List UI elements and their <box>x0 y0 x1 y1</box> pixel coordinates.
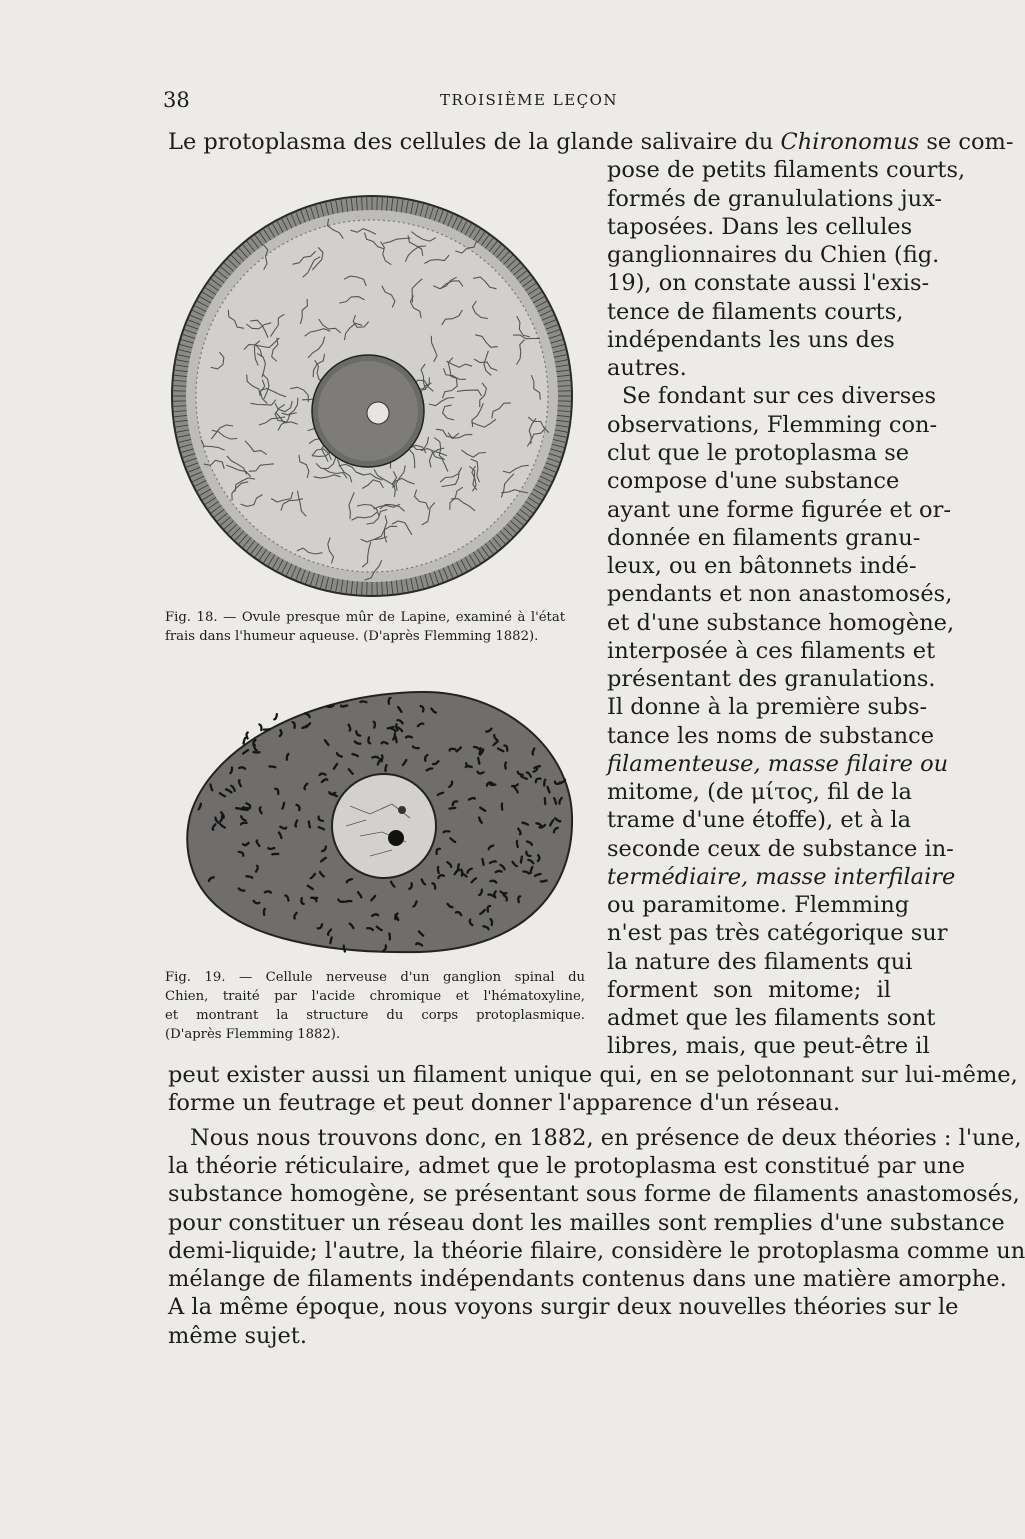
column-line: 19), on constate aussi l'exis- <box>607 270 930 296</box>
column-line: pendants et non anastomosés, <box>607 581 953 607</box>
page-number: 38 <box>163 88 190 112</box>
granule <box>247 733 248 739</box>
body-line: demi-liquide; l'autre, la théorie filaire, considère le protoplasma comme un <box>168 1238 1025 1264</box>
column-line: pose de petits filaments courts, <box>607 157 966 183</box>
granule <box>236 808 242 809</box>
figure-19-caption-line-3: et montrant la structure du corps protoplasmique. <box>165 1008 585 1023</box>
granule <box>389 934 390 940</box>
column-line: forment son mitome; il <box>607 977 891 1003</box>
column-line: libres, mais, que peut-être il <box>607 1033 930 1059</box>
column-line: compose d'une substance <box>607 468 900 494</box>
body-line: pour constituer un réseau dont les mailles sont remplies d'une substance <box>168 1210 1005 1236</box>
figure-18-ovum <box>172 186 592 606</box>
body-line: Nous nous trouvons donc, en 1882, en présence de deux théories : l'une, <box>190 1125 1022 1151</box>
granule <box>466 766 472 767</box>
granule <box>461 870 462 876</box>
granule <box>382 742 388 744</box>
body-line: forme un feutrage et peut donner l'apparence d'un réseau. <box>168 1090 841 1116</box>
column-line: tence de filaments courts, <box>607 299 904 325</box>
body-line: même sujet. <box>168 1323 307 1349</box>
granule <box>388 727 394 729</box>
column-line: termédiaire, masse interfilaire <box>607 864 956 890</box>
granule <box>259 725 261 731</box>
column-line: observations, Flemming con- <box>607 412 938 438</box>
column-line: admet que les filaments sont <box>607 1005 936 1031</box>
granule <box>438 867 439 873</box>
granule <box>385 765 386 771</box>
granule <box>541 881 547 882</box>
figure-19-caption-line-4: (D'après Flemming 1882). <box>165 1027 341 1042</box>
column-line: n'est pas très catégorique sur <box>607 920 948 946</box>
granule <box>479 748 480 754</box>
column-line: présentant des granulations. <box>607 666 936 692</box>
nucleolus <box>367 402 389 424</box>
granule <box>469 798 475 800</box>
column-line: la nature des filaments qui <box>607 949 913 975</box>
granule <box>444 831 450 832</box>
column-line: seconde ceux de substance in- <box>607 836 954 862</box>
column-line: taposées. Dans les cellules <box>607 214 913 240</box>
body-line: substance homogène, se présentant sous forme de filaments anastomosés, <box>168 1181 1020 1207</box>
granule <box>372 757 378 758</box>
figure-19-caption-line-2: Chien, traité par l'acide chromique et l'hématoxyline, <box>165 989 585 1004</box>
running-title: TROISIÈME LEÇON <box>440 91 619 109</box>
column-line: autres. <box>607 355 687 381</box>
granule <box>265 891 271 892</box>
column-line: filamenteuse, masse filaire ou <box>607 751 949 777</box>
column-line: interposée à ces filaments et <box>607 638 936 664</box>
column-line: formés de granululations jux- <box>607 186 943 212</box>
granule <box>360 701 366 702</box>
column-line: ou paramitome. Flemming <box>607 892 910 918</box>
granule <box>243 807 249 808</box>
granule <box>341 706 347 707</box>
granule <box>521 857 522 863</box>
body-line: peut exister aussi un filament unique qui, en se pelotonnant sur lui-même, <box>168 1062 1018 1088</box>
figure-19-caption-line-1: Fig. 19. — Cellule nerveuse d'un ganglion spinal du <box>165 970 585 985</box>
granule <box>450 808 456 809</box>
granule <box>478 758 479 764</box>
granule <box>244 738 246 744</box>
granule <box>268 848 274 849</box>
granule <box>544 780 545 786</box>
column-line: ganglionnaires du Chien (fig. <box>607 242 940 268</box>
granule <box>349 725 351 731</box>
body-line: A la même époque, nous voyons surgir deux nouvelles théories sur le <box>168 1294 959 1320</box>
figure-18-caption-line-1: Fig. 18. — Ovule presque mûr de Lapine, examiné à l'état <box>165 610 565 625</box>
column-line: tance les noms de substance <box>607 723 935 749</box>
granule <box>496 871 502 872</box>
body-first-line: Le protoplasma des cellules de la glande salivaire du Chironomus se com- <box>168 129 1014 155</box>
granule <box>280 827 286 829</box>
figure-19-nerve-cell <box>170 686 590 966</box>
column-line: clut que le protoplasma se <box>607 440 910 466</box>
granule <box>482 859 483 865</box>
granule <box>517 841 518 847</box>
granule <box>505 763 506 769</box>
granule <box>344 946 345 952</box>
granule <box>406 736 412 737</box>
granule <box>274 714 277 719</box>
granule <box>264 909 265 915</box>
body-line: mélange de filaments indépendants contenus dans une matière amorphe. <box>168 1266 1007 1292</box>
column-line: indépendants les uns des <box>607 327 895 353</box>
nucleus <box>332 774 436 878</box>
column-line: trame d'une étoffe), et à la <box>607 807 912 833</box>
granule <box>269 766 275 767</box>
figure-18-caption-line-2: frais dans l'humeur aqueuse. (D'après Flemming 1882). <box>165 629 539 644</box>
granule <box>345 901 351 902</box>
column-line: Il donne à la première subs- <box>607 694 928 720</box>
granule <box>382 755 383 761</box>
granule <box>396 724 397 730</box>
column-line: et d'une substance homogène, <box>607 610 955 636</box>
column-line: Se fondant sur ces diverses <box>622 383 937 409</box>
granule <box>330 937 331 943</box>
column-line: donnée en filaments granu- <box>607 525 921 551</box>
granule <box>309 821 310 827</box>
column-line: mitome, (de μίτος, fil de la <box>607 779 912 805</box>
nucleolus <box>388 830 404 846</box>
column-line: leux, ou en bâtonnets indé- <box>607 553 917 579</box>
column-line: ayant une forme figurée et or- <box>607 497 951 523</box>
body-line: la théorie réticulaire, admet que le protoplasma est constitué par une <box>168 1153 966 1179</box>
